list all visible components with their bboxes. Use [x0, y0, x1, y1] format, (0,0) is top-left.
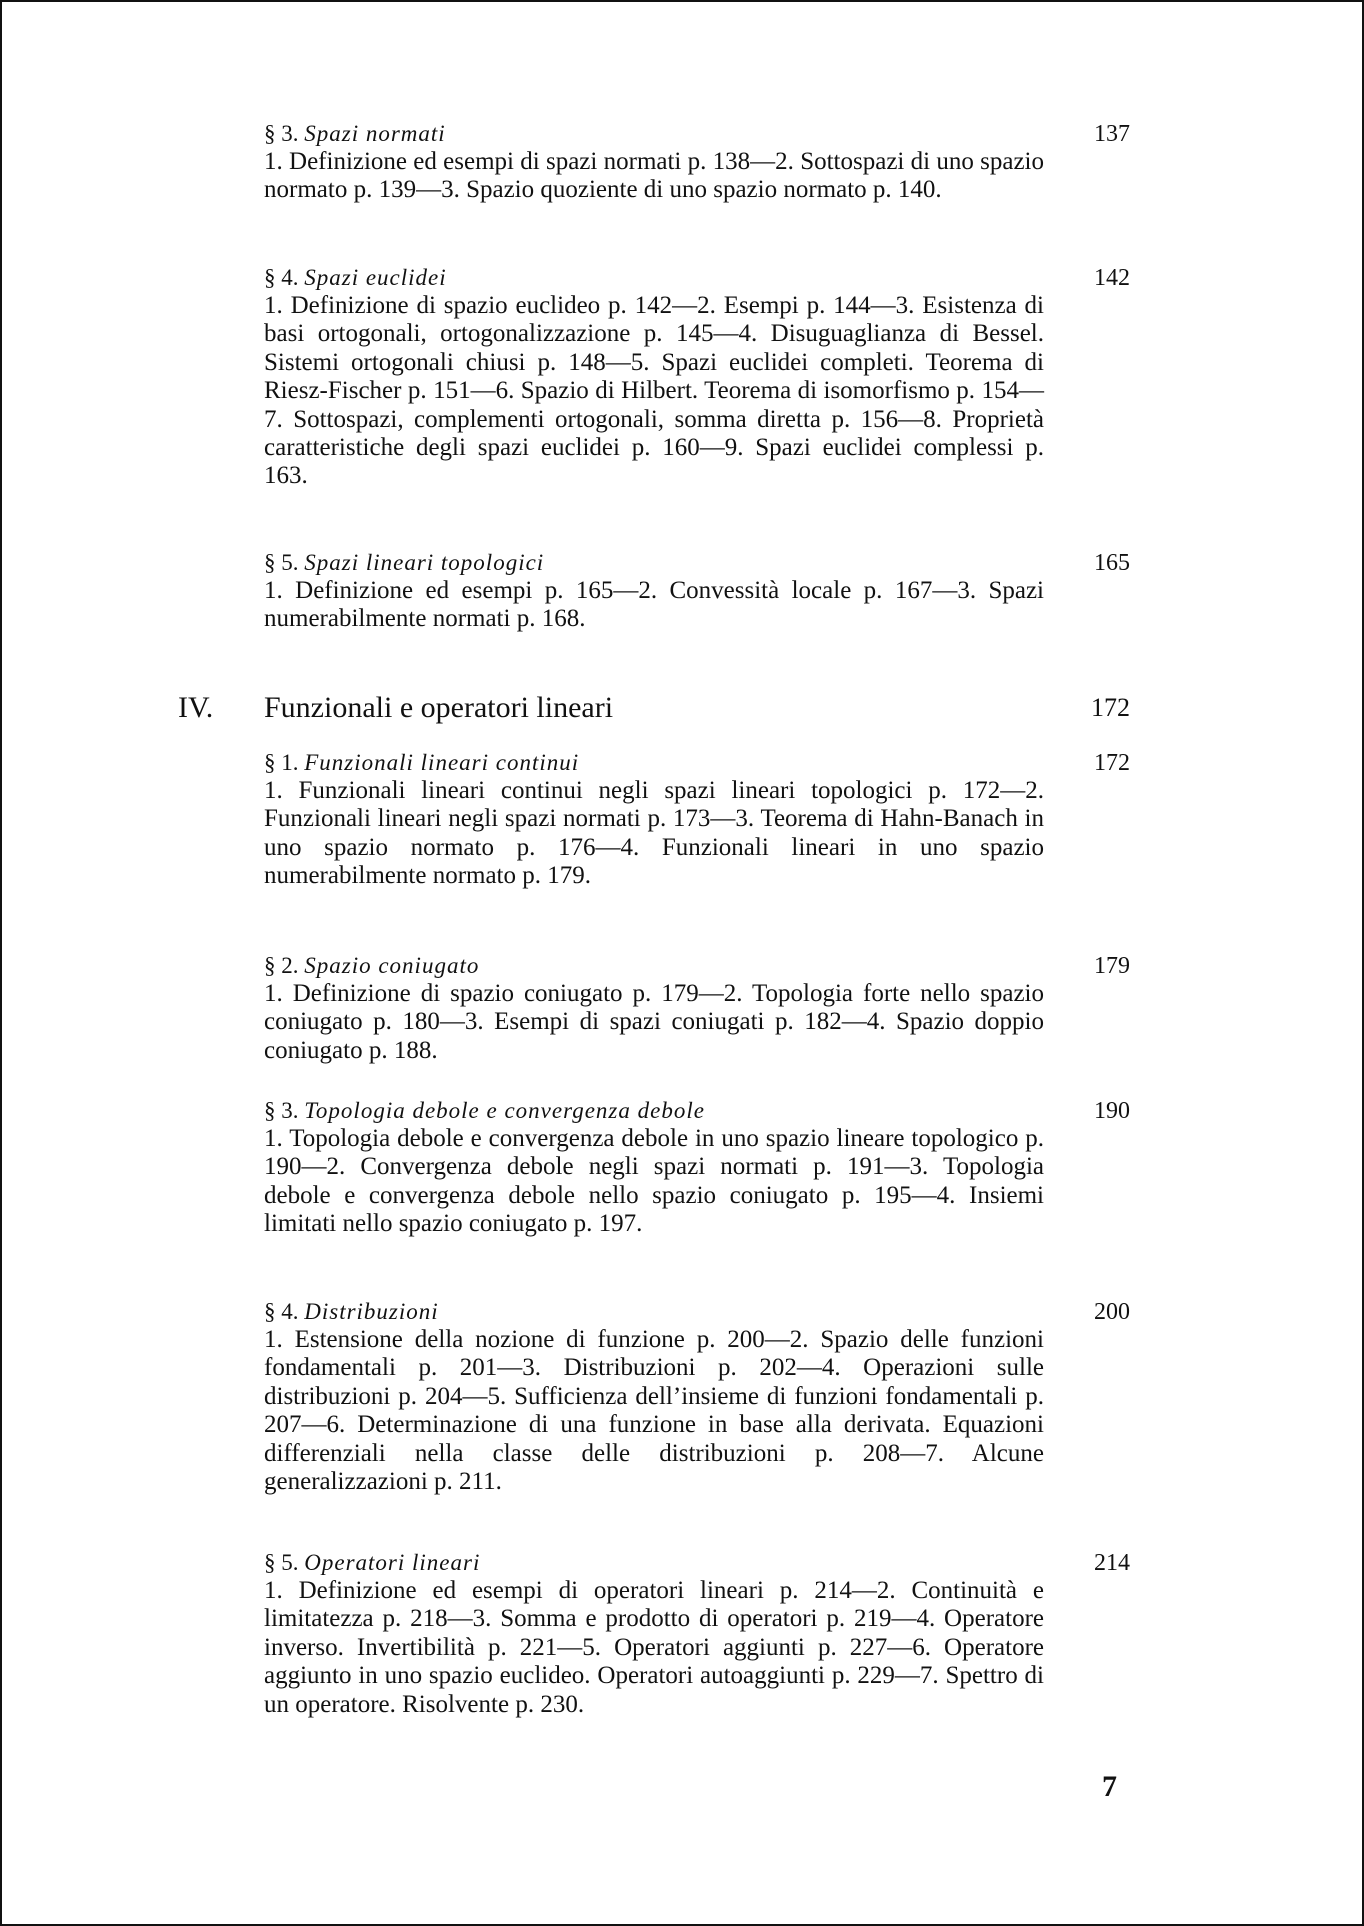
section-page-number: 137 — [1094, 121, 1130, 147]
section-contents: 1. Definizione ed esempi di spazi normati p. 138—2. Sottospazi di uno spazio normato p. 139—3. Spazio quoziente di uno spazio normato p. 140. — [264, 148, 1044, 204]
toc-section-funzionali-lineari-continui — [264, 749, 1130, 891]
chapter-title: Funzionali e operatori lineari — [264, 691, 614, 724]
toc-section-topologia-debole — [264, 1097, 1130, 1239]
toc-section-spazio-coniugato — [264, 952, 1130, 1065]
section-title: Operatori lineari — [304, 1550, 481, 1575]
chapter-heading — [178, 690, 1130, 726]
folio-page-number: 7 — [1102, 1770, 1117, 1803]
section-mark: § 4. — [264, 1299, 299, 1324]
section-heading — [264, 1097, 1130, 1125]
section-heading — [264, 952, 1130, 980]
section-mark: § 3. — [264, 1098, 299, 1123]
section-contents: 1. Topologia debole e convergenza debole in uno spazio lineare topologico p. 190—2. Convergenza debole negli spazi normati p. 191—3. Topologia debole e convergenza debole nello spazio coniugato p. 195—4. Insiemi limitati nello spazio coniugato p. 197. — [264, 1125, 1044, 1238]
chapter-page-number: 172 — [1091, 693, 1130, 722]
section-contents: 1. Definizione di spazio euclideo p. 142—2. Esempi p. 144—3. Esistenza di basi ortogonali, ortogonalizzazione p. 145—4. Disuguaglianza di Bessel. Sistemi ortogonali chiusi p. 148—5. Spazi euclidei completi. Teorema di Riesz-Fischer p. 151—6. Spazio di Hilbert. Teorema di isomorfismo p. 154—7. Sottospazi, complementi ortogonali, somma diretta p. 156—8. Proprietà caratteristiche degli spazi euclidei p. 160—9. Spazi euclidei complessi p. 163. — [264, 292, 1044, 490]
toc-section-operatori-lineari — [264, 1549, 1130, 1719]
toc-section-spazi-normati — [264, 120, 1130, 205]
section-title: Spazi normati — [304, 121, 446, 146]
section-page-number: 165 — [1094, 550, 1130, 576]
section-contents: 1. Definizione ed esempi di operatori lineari p. 214—2. Continuità e limitatezza p. 218—3. Somma e prodotto di operatori p. 219—4. Operatore inverso. Invertibilità p. 221—5. Operatori aggiunti p. 227—6. Operatore aggiunto in uno spazio euclideo. Operatori autoaggiunti p. 229—7. Spettro di un operatore. Risolvente p. 230. — [264, 1577, 1044, 1718]
section-page-number: 200 — [1094, 1299, 1130, 1325]
section-title: Spazi lineari topologici — [304, 550, 545, 575]
section-page-number: 172 — [1094, 750, 1130, 776]
section-title: Spazi euclidei — [304, 265, 447, 290]
section-mark: § 3. — [264, 121, 299, 146]
section-contents: 1. Funzionali lineari continui negli spazi lineari topologici p. 172—2. Funzionali lineari negli spazi normati p. 173—3. Teorema di Hahn-Banach in uno spazio normato p. 176—4. Funzionali lineari in uno spazio numerabilmente normato p. 179. — [264, 777, 1044, 890]
section-page-number: 190 — [1094, 1098, 1130, 1124]
section-mark: § 5. — [264, 1550, 299, 1575]
section-heading — [264, 1549, 1130, 1577]
section-mark: § 5. — [264, 550, 299, 575]
section-page-number: 142 — [1094, 265, 1130, 291]
toc-section-distribuzioni — [264, 1298, 1130, 1496]
section-mark: § 4. — [264, 265, 299, 290]
section-contents: 1. Definizione ed esempi p. 165—2. Convessità locale p. 167—3. Spazi numerabilmente normati p. 168. — [264, 577, 1044, 633]
section-title: Distribuzioni — [304, 1299, 439, 1324]
section-title: Funzionali lineari continui — [304, 750, 580, 775]
section-contents: 1. Estensione della nozione di funzione p. 200—2. Spazio delle funzioni fondamentali p. 201—3. Distribuzioni p. 202—4. Operazioni sulle distribuzioni p. 204—5. Sufficienza dell’insieme di funzioni fondamentali p. 207—6. Determinazione di una funzione in base alla derivata. Equazioni differenziali nella classe delle distribuzioni p. 208—7. Alcune generalizzazioni p. 211. — [264, 1326, 1044, 1496]
section-heading — [264, 120, 1130, 148]
section-heading — [264, 749, 1130, 777]
toc-section-spazi-lineari-topologici — [264, 549, 1130, 634]
section-contents: 1. Definizione di spazio coniugato p. 179—2. Topologia forte nello spazio coniugato p. 180—3. Esempi di spazi coniugati p. 182—4. Spazio doppio coniugato p. 188. — [264, 980, 1044, 1064]
section-title: Spazio coniugato — [304, 953, 480, 978]
toc-section-spazi-euclidei — [264, 264, 1130, 491]
section-heading — [264, 549, 1130, 577]
section-mark: § 2. — [264, 953, 299, 978]
section-mark: § 1. — [264, 750, 299, 775]
section-title: Topologia debole e convergenza debole — [304, 1098, 705, 1123]
section-page-number: 179 — [1094, 953, 1130, 979]
section-heading — [264, 1298, 1130, 1326]
chapter-number: IV. — [178, 691, 214, 724]
section-heading — [264, 264, 1130, 292]
section-page-number: 214 — [1094, 1550, 1130, 1576]
